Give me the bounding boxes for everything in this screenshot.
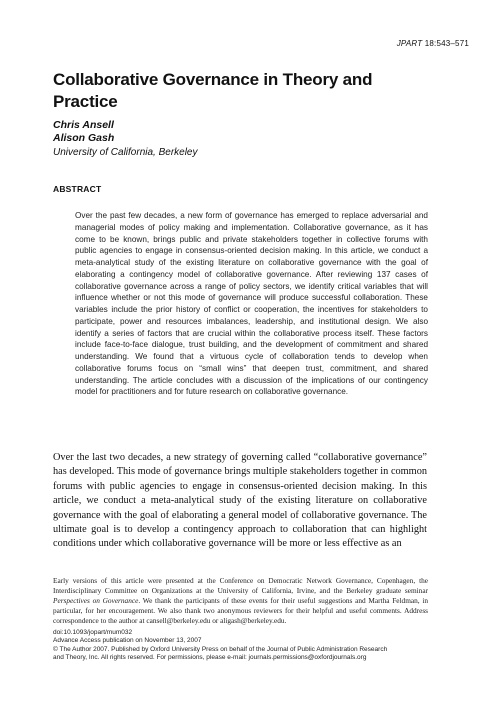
acknowledgement-footnote (53, 576, 428, 626)
author-block (53, 119, 198, 159)
footnote-text-start: Early versions of this article were presented at the Conference on Democratic Network Governance, Copenhagen, the Interdisciplinary Committee on Organizations at the University of California, Irvine, and the Berkeley graduate seminar (53, 576, 428, 596)
abstract-text: Over the past few decades, a new form of governance has emerged to replace adversarial and managerial modes of policy making and implementation. Collaborative governance, as it has come to be known, brings public and private stakeholders together in collective forums with public agencies to engage in consensus-oriented decision making. In this article, we conduct a meta-analytical study of the existing literature on collaborative governance with the goal of elaborating a contingency model of collaborative governance. After reviewing 137 cases of collaborative governance across a range of policy sectors, we identify critical variables that will influence whether or not this mode of governance will produce successful collaboration. These variables include the prior history of conflict or cooperation, the incentives for stakeholders to participate, power and resources imbalances, leadership, and institutional design. We also identify a series of factors that are crucial within the collaborative process itself. These factors include face-to-face dialogue, trust building, and the development of commitment and shared understanding. We found that a virtuous cycle of collaboration tends to develop when collaborative forums focus on “small wins” that deepen trust, commitment, and shared understanding. The article concludes with a discussion of the implications of our contingency model for practitioners and for future research on collaborative governance. (75, 211, 428, 397)
abstract-heading: ABSTRACT (53, 184, 102, 194)
body-paragraph: Over the last two decades, a new strategy of governing called “collaborative governance” has developed. This mode of governance brings multiple stakeholders together in common forums with public agencies to engage in consensus-oriented decision making. In this article, we conduct a meta-analytical study of the existing literature on collaborative governance with the goal of elaborating a general model of collaborative governance. The ultimate goal is to develop a contingency approach to collaboration that can highlight conditions under which collaborative governance will be more or less effective as an (53, 452, 427, 550)
footnote-text-end: . We thank the participants of these events for their useful suggestions and Martha Feldman, in particular, for her encouragement. We also thank two anonymous reviewers for their helpful and useful comments. Address correspondence to the author at cansell@berkeley.edu or aligash@berkeley.edu. (53, 596, 428, 626)
author-name: Alison Gash (53, 132, 115, 144)
author-affiliation: University of California, Berkeley (53, 147, 198, 158)
doi-line: doi:10.1093/jopart/mum032 (53, 629, 133, 636)
advance-access-line: Advance Access publication on November 13, 2007 (53, 637, 202, 645)
article-title: Collaborative Governance in Theory and Practice (53, 70, 373, 111)
copyright-line: and Theory, Inc. All rights reserved. For permissions, please e-mail: journals.permissions@oxfordjournals.org (53, 654, 367, 662)
journal-name: JPART (396, 39, 423, 48)
author-name: Chris Ansell (53, 119, 114, 131)
seminar-title: Perspectives on Governance (53, 596, 139, 606)
page-range: 18:543–571 (424, 39, 469, 48)
copyright-line: © The Author 2007. Published by Oxford University Press on behalf of the Journal of Public Administration Research (53, 645, 388, 653)
publication-info (53, 629, 433, 663)
journal-reference (397, 39, 469, 48)
